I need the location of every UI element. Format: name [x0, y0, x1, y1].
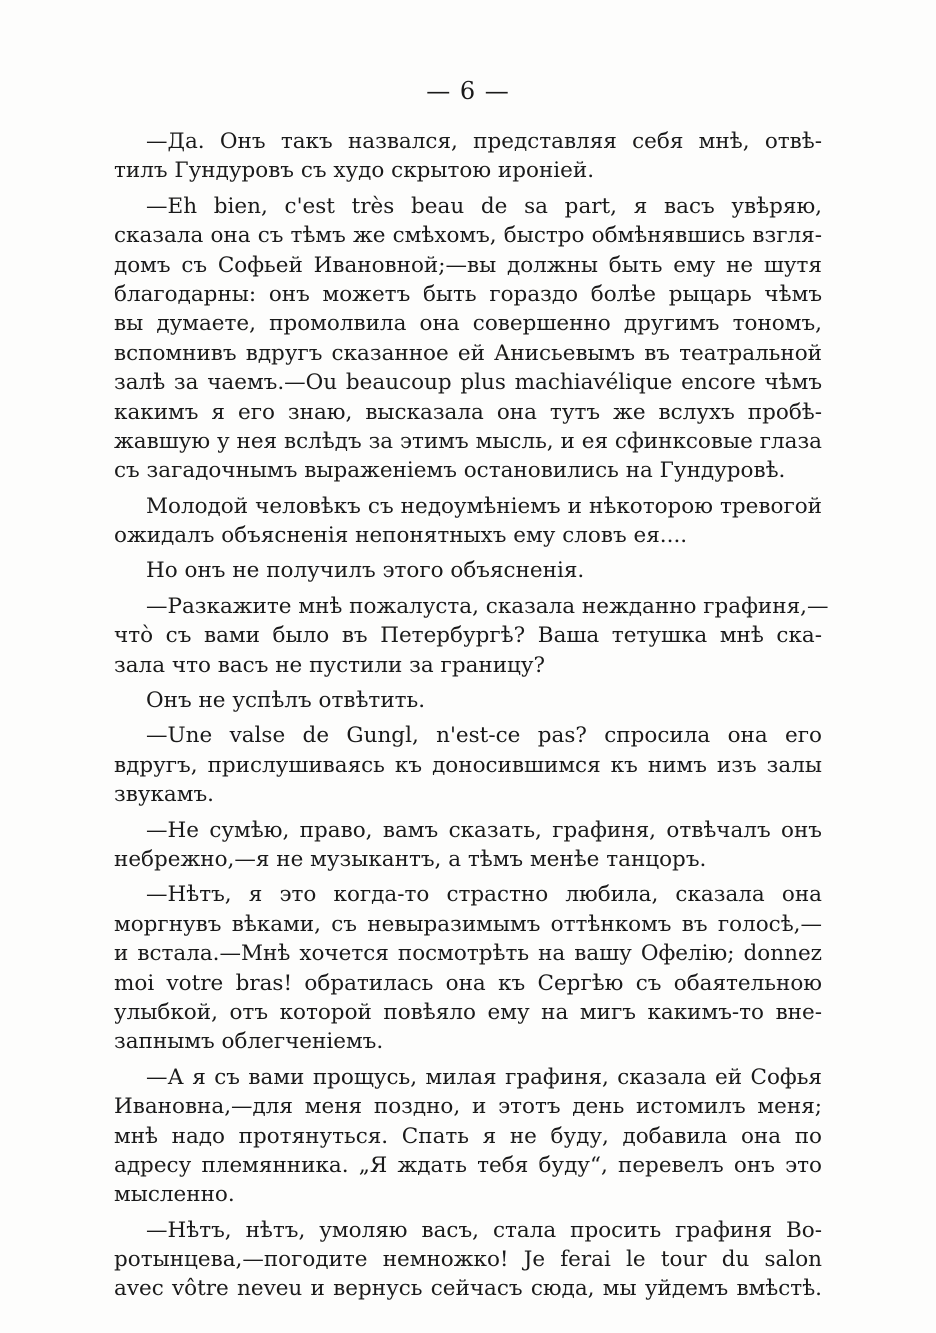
paragraph: [114, 192, 822, 486]
text-line: moi votre bras! обратилась она къ Сергѣю съ обаятельною: [114, 970, 822, 996]
text-line: благодарны: онъ можетъ быть гораздо болѣе рыцарь чѣмъ: [114, 281, 822, 307]
paragraph: [114, 492, 822, 551]
text-line: Молодой человѣкъ съ недоумѣніемъ и нѣкоторою тревогой: [146, 493, 822, 519]
text-line: Ивановна,—для меня поздно, и этотъ день истомилъ меня;: [114, 1094, 822, 1120]
text-line: Онъ не успѣлъ отвѣтить.: [146, 688, 426, 714]
text-line: съ загадочнымъ выраженіемъ остановились на Гундуровѣ.: [114, 458, 786, 484]
text-line: avec vôtre neveu и вернусь сейчасъ сюда, мы уйдемъ вмѣстѣ.: [114, 1276, 822, 1302]
text-line: моргнувъ вѣками, съ невыразимымъ оттѣнкомъ въ голосѣ,—: [114, 911, 822, 937]
text-line: —Разкажите мнѣ пожалуста, сказала нежданно графиня,—: [146, 593, 829, 619]
text-line: Но онъ не получилъ этого объясненія.: [146, 558, 585, 584]
page-number: — 6 —: [426, 77, 510, 105]
text-line: сказала она съ тѣмъ же смѣхомъ, быстро обмѣнявшись взгля-: [114, 223, 822, 249]
text-line: —Нѣтъ, нѣтъ, умоляю васъ, стала просить графиня Во-: [146, 1217, 822, 1243]
text-line: жавшую у нея вслѣдъ за этимъ мысль, и ея сфинксовые глаза: [114, 428, 822, 454]
text-line: —Une valse de Gungl, n'est-ce pas? спросила она его: [146, 723, 822, 749]
text-line: какимъ я его знаю, высказала она тутъ же вслухъ пробѣ-: [114, 399, 822, 425]
text-line: —Eh bien, c'est très beau de sa part, я васъ увѣряю,: [146, 193, 822, 219]
text-line: зала что васъ не пустили за границу?: [114, 652, 546, 678]
text-line: залѣ за чаемъ.—Ou beaucoup plus machiavélique encore чѣмъ: [114, 370, 822, 396]
paragraph: [114, 1063, 822, 1210]
text-line: адресу племянника. „Я ждать тебя буду“, перевелъ онъ это: [114, 1152, 822, 1178]
text-line: —Да. Онъ такъ назвался, представляя себя мнѣ, отвѣ-: [146, 129, 822, 154]
paragraph: [114, 816, 822, 875]
text-line: ожидалъ объясненія непонятныхъ ему словъ ея....: [114, 523, 688, 549]
text-line: небрежно,—я не музыкантъ, а тѣмъ менѣе танцоръ.: [114, 846, 707, 872]
text-line: мнѣ надо протянуться. Спать я не буду, добавила она по: [114, 1123, 822, 1149]
text-line: —Нѣтъ, я это когда-то страстно любила, сказала она: [146, 882, 822, 908]
text-line: что̀ съ вами было въ Петербургѣ? Ваша тетушка мнѣ ска-: [114, 623, 822, 649]
paragraph: [114, 127, 822, 186]
text-line: вспомнивъ вдругъ сказанное ей Анисьевымъ въ театральной: [114, 340, 822, 366]
text-line: домъ съ Софьей Ивановной;—вы должны быть ему не шутя: [114, 252, 822, 278]
text-line: —А я съ вами прощусь, милая графиня, сказала ей Софья: [146, 1064, 822, 1090]
text-line: ротынцева,—погодите немножко! Je ferai le tour du salon: [114, 1247, 822, 1273]
body-text: [114, 127, 829, 1304]
paragraph: [114, 1216, 822, 1304]
text-line: вдругъ, прислушиваясь къ доносившимся къ нимъ изъ залы: [114, 752, 822, 778]
paragraph: [114, 686, 822, 715]
text-line: вы думаете, промолвила она совершенно другимъ тономъ,: [114, 311, 822, 337]
text-line: звукамъ.: [114, 782, 214, 808]
paragraph: [114, 880, 822, 1056]
text-line: тилъ Гундуровъ съ худо скрытою ироніей.: [114, 158, 595, 184]
text-line: и встала.—Мнѣ хочется посмотрѣть на вашу Офелію; donnez: [114, 941, 822, 967]
paragraph: [114, 721, 822, 809]
text-line: улыбкой, отъ которой повѣяло ему на мигъ какимъ-то вне-: [114, 999, 822, 1025]
text-line: —Не сумѣю, право, вамъ сказать, графиня, отвѣчалъ онъ: [146, 817, 822, 843]
paragraph: [114, 592, 829, 680]
text-line: мысленно.: [114, 1182, 235, 1208]
text-line: запнымъ облегченіемъ.: [114, 1029, 384, 1055]
paragraph: [114, 556, 822, 585]
